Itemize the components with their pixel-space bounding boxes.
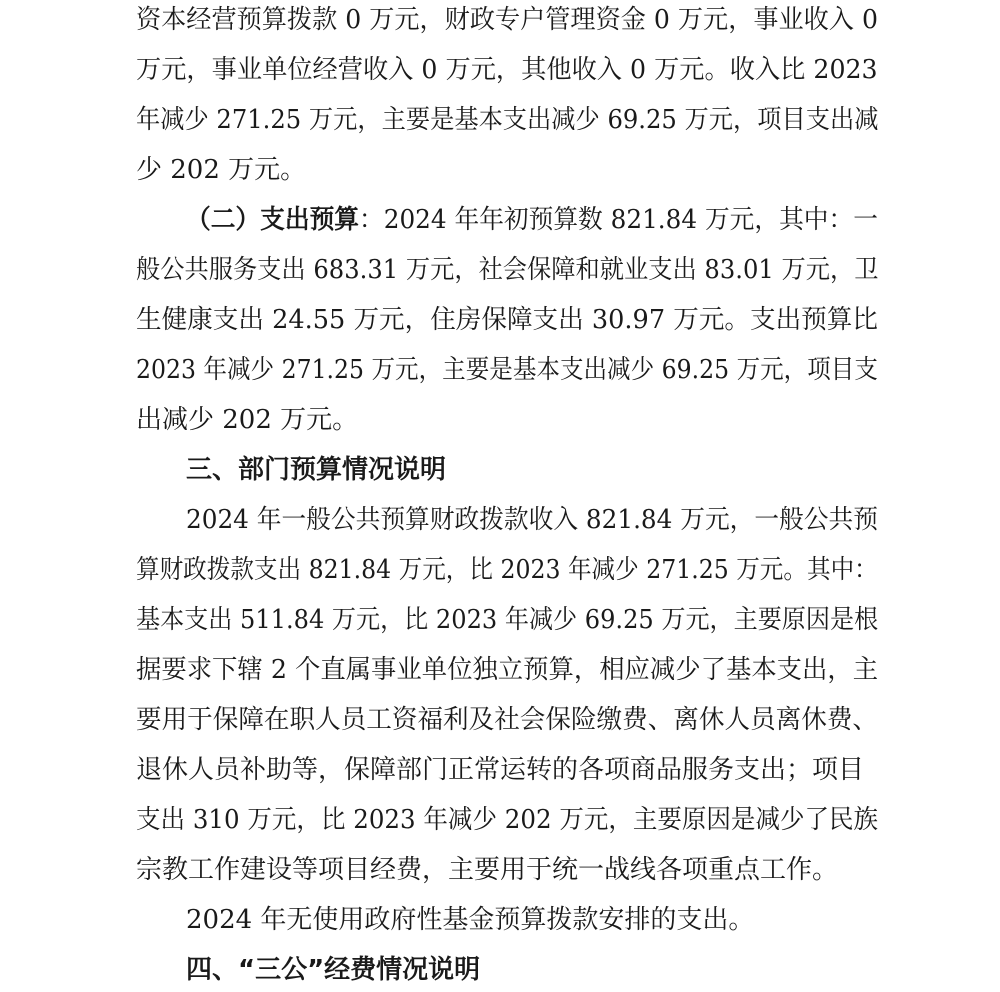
expenditure-budget-line: [186, 202, 878, 238]
paragraph-line: 年减少 271.25 万元，主要是基本支出减少 69.25 万元，项目支出减: [136, 105, 879, 135]
paragraph-line: 资本经营预算拨款 0 万元，财政专户管理资金 0 万元，事业收入 0: [136, 5, 878, 35]
paragraph-line: 2024 年一般公共预算财政拨款收入 821.84 万元，一般公共预: [186, 505, 878, 535]
paragraph-line: 支出 310 万元，比 2023 年减少 202 万元，主要原因是减少了民族: [136, 805, 879, 835]
paragraph-line: 要用于保障在职人员工资福利及社会保险缴费、离休人员离休费、: [136, 705, 879, 735]
paragraph-line: 2024 年无使用政府性基金预算拨款安排的支出。: [186, 905, 755, 935]
paragraph-line: 万元，事业单位经营收入 0 万元，其他收入 0 万元。收入比 2023: [136, 55, 878, 85]
section-heading-department-budget: 三、部门预算情况说明: [186, 455, 447, 485]
expenditure-budget-text: ：2024 年年初预算数 821.84 万元，其中：一: [359, 205, 878, 235]
paragraph-line: 2023 年减少 271.25 万元，主要是基本支出减少 69.25 万元，项目支: [136, 355, 878, 385]
paragraph-line: 基本支出 511.84 万元，比 2023 年减少 69.25 万元，主要原因是根: [136, 605, 879, 635]
paragraph-line: 退休人员补助等，保障部门正常运转的各项商品服务支出；项目: [136, 755, 865, 785]
paragraph-line: 般公共服务支出 683.31 万元，社会保障和就业支出 83.01 万元，卫: [136, 255, 879, 285]
paragraph-line: 出减少 202 万元。: [136, 405, 359, 435]
paragraph-line: 生健康支出 24.55 万元，住房保障支出 30.97 万元。支出预算比: [136, 305, 878, 335]
expenditure-budget-label: （二）支出预算: [186, 205, 360, 235]
section-heading-three-public-expenses: 四、“三公”经费情况说明: [186, 955, 481, 985]
paragraph-line: 算财政拨款支出 821.84 万元，比 2023 年减少 271.25 万元。其中：: [136, 555, 878, 585]
paragraph-line: 据要求下辖 2 个直属事业单位独立预算，相应减少了基本支出，主: [136, 655, 879, 685]
paragraph-line: 少 202 万元。: [136, 155, 307, 185]
paragraph-line: 宗教工作建设等项目经费，主要用于统一战线各项重点工作。: [136, 855, 839, 885]
